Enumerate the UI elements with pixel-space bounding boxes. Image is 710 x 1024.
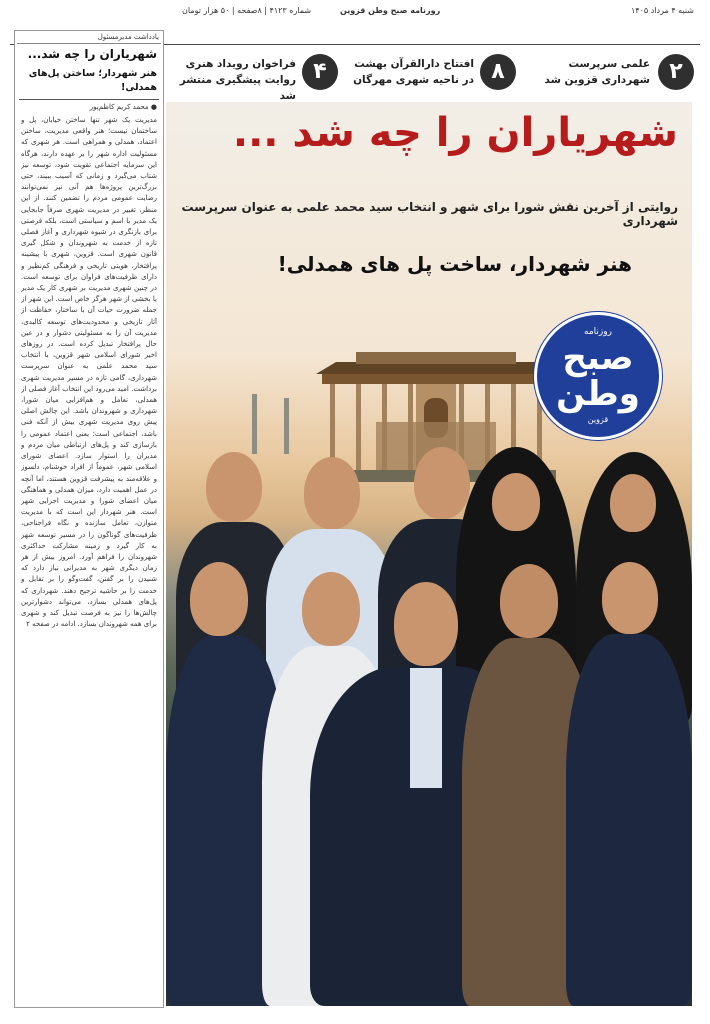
teaser-number: ۸ bbox=[480, 54, 516, 90]
editorial-column bbox=[14, 30, 164, 1008]
teaser-number: ۲ bbox=[658, 54, 694, 90]
divider bbox=[17, 43, 161, 44]
person-front-5 bbox=[566, 562, 692, 1006]
teaser-1[interactable] bbox=[520, 48, 696, 96]
newspaper-logo bbox=[534, 312, 662, 440]
teaser-text: افتتاح دارالقرآن بهشت در ناحیه شهری مهرگان bbox=[353, 58, 474, 86]
teaser-number: ۴ bbox=[302, 54, 338, 90]
hero-kicker: هنر شهردار، ساخت پل های همدلی! bbox=[277, 252, 632, 276]
column-title: شهریاران را چه شد... bbox=[27, 47, 157, 61]
hero-subline: روایتی از آخرین نقش شورا برای شهر و انتخاب سید محمد علمی به عنوان سرپرست شهرداری bbox=[181, 200, 678, 228]
minaret bbox=[252, 394, 257, 454]
section-label: یادداشت مدیرمسئول bbox=[97, 33, 159, 41]
issue-date: شنبه ۴ مرداد ۱۴۰۵ bbox=[631, 6, 694, 15]
divider bbox=[19, 99, 159, 100]
paper-name: روزنامه صبح وطن قزوین bbox=[340, 6, 441, 15]
minaret bbox=[284, 398, 289, 454]
teaser-3[interactable] bbox=[172, 48, 348, 102]
logo-word: وطن bbox=[556, 374, 640, 414]
teaser-text: فراخوان رویداد هنری روایت پیشگیری منتشر شد bbox=[179, 58, 296, 102]
hero-photo bbox=[166, 102, 692, 1006]
column-body: مدیریت یک شهر تنها ساختن خیابان، پل و ساختمان نیست؛ هنر واقعی مدیریت، ساختن اعتماد، همدلی و همراهی است. هر شهری که مسئولیت اداره شهر را بر عهده دارند، هرگاه این سرمایه اجتماعی تقویت شود، توسعه نیز شتاب می‌گیرد و زمانی که آسیب ببیند، حتی بزرگ‌ترین پروژه‌ها هم آنی نیز نمی‌توانند رضایت عمومی مردم را تضمین کنند. از این منظر، تغییر در مدیریت شهری صرفاً جابجایی یک مدیر با اسم و سیاستی است، بلکه فرصتی برای بازنگری در شیوه شهرداری و آغاز فصلی تازه از خدمت به شهروندان و شکل گیری قانون شهری است. قزوین، شهری با پیشینه پرافتخار، هویتی تاریخی و فرهنگی کم‌نظیر و دارای ظرفیت‌های فراوان برای توسعه است. در چنین شهری مدیریت بر شهری کار یک مدیر یا بخشی از شهر هرگز خاص است. این شهر از جمله ضرورت حیات آن با ساختار، حفاظت از آثار تاریخی و محدودیت‌های توسعه کالبدی، مدیریت آن را به مسئولیتی دشوار و در عین حال پرافتخار تبدیل کرده است. در روزهای اخیر شورای اسلامی شهر قزوین، با انتخاب سید محمد علمی به عنوان سرپرست شهرداری، گامی تازه در مسیر مدیریت شهری برداشت. امید می‌رود این انتخاب آغاز فصلی از همدلی، تعامل و هم‌افزایی میان شورا، شهرداری و شهروندان باشد. این چالش اصلی پیش روی مدیریت شهری بیش از آنکه فنی باشد، اجتماعی است؛ یعنی اعتماد عمومی را بازسازی کند و پل‌های ارتباطی میان مردم و مدیران را استوار سازد. اعضای شورای اسلامی شهر، عموماً از افراد خوشنام، دلسوز و علاقه‌مند به پیشرفت قزوین هستند، اما آنچه در عمل اهمیت دارد، میزان همدلی و هماهنگی میان اعضای شورا و مدیریت اجرایی شهر است. هنر شهردار این است که با مدیریت متوازن، تعامل سازنده و نگاه فراجناحی، ظرفیت‌های گوناگون را در مسیر توسعه شهر به کار گیرد و زمینه مشارکت حداکثری شهروندان را فراهم آورد. امروز بیش از هر زمان دیگری شهر به مدیرانی نیاز دارد که شنیدن را بر گفتن، گفت‌وگو را بر تقابل و خدمت را بر حاشیه ترجیح دهند. شهرداری که پل‌های همدلی بسازد، می‌تواند دشوارترین چالش‌ها را نیز به فرصت تبدیل کند و شهری برای همه شهروندان بسازد. ادامه در صفحه ۲ bbox=[21, 116, 157, 629]
column-subtitle: هنر شهردار؛ ساختن پل‌های همدلی! bbox=[28, 68, 157, 93]
logo-label: روزنامه bbox=[584, 327, 612, 337]
issue-info: شماره ۴۱۲۳ | ۸صفحه | ۵۰ هزار تومان bbox=[182, 6, 312, 15]
logo-word: صبح bbox=[562, 338, 634, 378]
column-author: ● محمد کریم کاظم‌پور bbox=[89, 103, 157, 111]
main-headline: شهریاران را چه شد ... bbox=[232, 110, 678, 156]
logo-city: قزوین bbox=[587, 415, 609, 424]
teaser-2[interactable] bbox=[346, 48, 522, 96]
teaser-text: علمی سرپرست شهرداری قزوین شد bbox=[544, 58, 650, 86]
